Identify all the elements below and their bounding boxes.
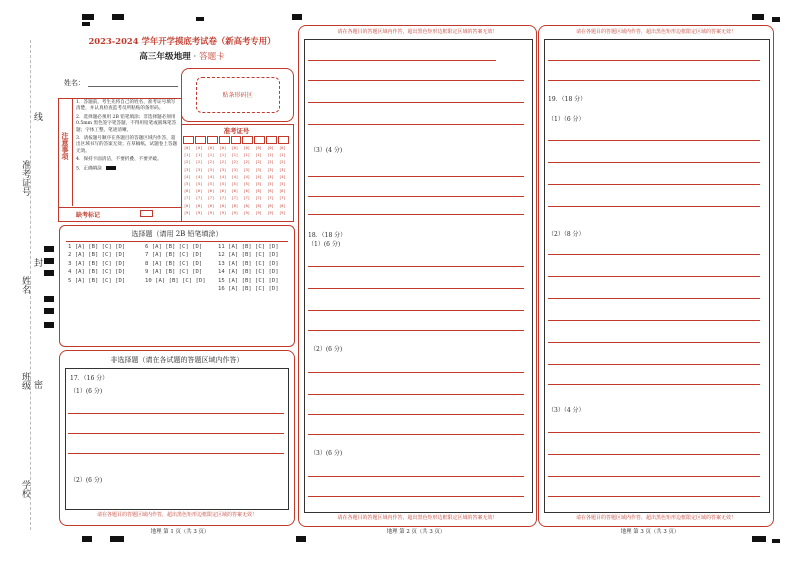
exam-id-bubble[interactable]: [0] bbox=[184, 146, 191, 150]
page-footer-1: 地理 第 1 页（共 3 页） bbox=[150, 529, 210, 535]
answer-line[interactable] bbox=[548, 184, 760, 185]
question-17-part-2: （2）(6 分) bbox=[70, 477, 103, 484]
exam-id-bubble[interactable]: [0] bbox=[267, 146, 274, 150]
mcq-row[interactable]: 15 [A] [B] [C] [D] bbox=[218, 277, 279, 284]
exam-id-bubble[interactable]: [3] bbox=[243, 167, 250, 172]
exam-id-bubble[interactable]: [6] bbox=[184, 189, 191, 194]
exam-id-bubble[interactable]: [6] bbox=[231, 189, 239, 194]
timing-mark bbox=[752, 536, 766, 542]
exam-id-bubble[interactable]: [6] bbox=[195, 189, 203, 194]
exam-id-bubble[interactable]: [7] bbox=[195, 196, 203, 201]
exam-id-bubble[interactable]: [2] bbox=[207, 160, 215, 165]
answer-line[interactable] bbox=[308, 266, 524, 267]
mcq-row[interactable]: 2 [A] [B] [C] [D] bbox=[68, 252, 126, 259]
page-footer-2: 地理 第 2 页（共 3 页） bbox=[386, 529, 446, 535]
exam-id-bubble[interactable]: [0] bbox=[219, 146, 227, 150]
question-17-part-3: （3）(4 分) bbox=[310, 147, 343, 154]
mcq-row[interactable]: 14 [A] [B] [C] [D] bbox=[218, 269, 279, 276]
exam-id-bubble[interactable]: [6] bbox=[279, 189, 286, 194]
exam-id-digit-box[interactable] bbox=[254, 136, 265, 144]
exam-id-bubble[interactable]: [9] bbox=[267, 210, 274, 215]
side-cut-line bbox=[30, 40, 31, 530]
exam-id-bubble[interactable]: [9] bbox=[255, 210, 262, 215]
question-19-part-2: （2）（8 分） bbox=[548, 231, 585, 238]
exam-id-bubble[interactable]: [7] bbox=[279, 196, 286, 201]
exam-id-bubble[interactable]: [5] bbox=[219, 182, 227, 186]
exam-id-bubble[interactable]: [4] bbox=[279, 174, 286, 179]
mcq-column-1[interactable] bbox=[68, 243, 125, 285]
exam-id-bubble[interactable]: [4] bbox=[231, 174, 239, 179]
exam-id-bubble[interactable]: [5] bbox=[231, 182, 239, 186]
absent-checkbox[interactable] bbox=[140, 210, 153, 217]
timing-mark bbox=[196, 17, 204, 21]
exam-id-bubble[interactable]: [8] bbox=[207, 203, 215, 208]
timing-mark bbox=[112, 14, 124, 20]
exam-id-bubble[interactable]: [6] bbox=[243, 189, 250, 194]
answer-line[interactable] bbox=[548, 60, 760, 61]
answer-line[interactable] bbox=[308, 124, 524, 125]
mcq-row[interactable]: 11 [A] [B] [C] [D] bbox=[218, 244, 279, 250]
warning-text: 请在各题目的答题区域内作答，超出黑色矩形边框限定区域的答案无效！ bbox=[337, 515, 498, 521]
mcq-row[interactable]: 10 [A] [B] [C] [D] bbox=[145, 277, 206, 284]
question-18-part-1: （1）(6 分) bbox=[308, 241, 341, 248]
exam-id-bubble[interactable]: [5] bbox=[279, 182, 286, 186]
side-label-seal: 封 bbox=[34, 259, 44, 269]
mcq-row[interactable]: 6 [A] [B] [C] [D] bbox=[145, 244, 203, 250]
timing-mark bbox=[44, 246, 54, 252]
exam-id-bubble[interactable]: [9] bbox=[243, 210, 250, 215]
exam-id-bubble[interactable]: [0] bbox=[243, 146, 250, 150]
answer-line[interactable] bbox=[548, 276, 760, 277]
exam-id-bubble[interactable]: [4] bbox=[255, 174, 262, 179]
exam-id-label: 准考证号 bbox=[223, 127, 250, 135]
answer-line[interactable] bbox=[308, 310, 524, 311]
answer-line[interactable] bbox=[308, 330, 524, 331]
notice-item-5 bbox=[76, 166, 178, 173]
timing-mark bbox=[772, 17, 780, 22]
exam-id-bubble[interactable]: [4] bbox=[207, 174, 215, 179]
notice-item-2: 2．选择题必须用 2B 铅笔填涂；非选择题必须用 0.5mm 黑色签字笔答题，不得用铅笔或圆珠笔答题；字体工整、笔迹清晰。 bbox=[76, 114, 177, 133]
exam-id-bubble[interactable]: [5] bbox=[267, 182, 274, 186]
question-19-part-3: （3）（4 分） bbox=[548, 407, 585, 414]
exam-id-bubble[interactable]: [0] bbox=[207, 146, 215, 150]
exam-id-bubble[interactable]: [2] bbox=[195, 160, 203, 165]
subtitle-separator: · bbox=[193, 52, 197, 62]
exam-id-digit-box[interactable] bbox=[207, 136, 218, 144]
exam-id-bubble[interactable]: [5] bbox=[243, 182, 250, 186]
answer-line[interactable] bbox=[68, 413, 284, 414]
exam-id-bubble[interactable]: [2] bbox=[219, 160, 227, 165]
side-label-exam-no: 准考证号 bbox=[20, 160, 30, 196]
mcq-title: 选择题（请用 2B 铅笔填涂） bbox=[131, 230, 223, 238]
warning-text: 请在各题目的答题区域内作答，超出黑色矩形边框限定区域的答案无效！ bbox=[337, 29, 498, 35]
answer-line[interactable] bbox=[308, 288, 524, 289]
exam-id-digit-box[interactable] bbox=[278, 136, 289, 144]
exam-id-bubble[interactable]: [9] bbox=[184, 210, 191, 215]
name-field[interactable] bbox=[88, 86, 178, 87]
side-label-secret: 密 bbox=[34, 381, 44, 391]
exam-id-bubble[interactable]: [9] bbox=[231, 210, 239, 215]
exam-id-bubble[interactable]: [7] bbox=[231, 196, 239, 201]
side-label-school: 学校 bbox=[20, 480, 30, 498]
side-label-name: 姓名 bbox=[20, 276, 30, 294]
question-19: 19．（18 分） bbox=[548, 96, 587, 103]
mcq-box bbox=[59, 225, 295, 347]
warning-text: 请在各题目的答题区域内作答，超出黑色矩形边框限定区域的答案无效！ bbox=[96, 512, 257, 518]
timing-mark bbox=[296, 536, 306, 542]
timing-mark bbox=[44, 308, 54, 314]
answer-line[interactable] bbox=[308, 102, 524, 103]
timing-mark bbox=[752, 14, 764, 20]
mcq-row[interactable]: 13 [A] [B] [C] [D] bbox=[218, 260, 279, 267]
exam-id-bubble[interactable]: [7] bbox=[255, 196, 262, 201]
answer-line[interactable] bbox=[308, 196, 524, 197]
timing-mark bbox=[82, 22, 90, 26]
answer-line[interactable] bbox=[548, 364, 760, 365]
question-18-part-2: （2）(6 分) bbox=[310, 346, 343, 353]
answer-line[interactable] bbox=[548, 206, 760, 207]
exam-id-bubble[interactable]: [5] bbox=[184, 182, 191, 186]
answer-line[interactable] bbox=[548, 320, 760, 321]
exam-id-bubble[interactable]: [7] bbox=[267, 196, 274, 201]
exam-id-bubble[interactable]: [1] bbox=[279, 153, 286, 158]
answer-line[interactable] bbox=[548, 254, 760, 255]
exam-id-bubble[interactable]: [6] bbox=[267, 189, 274, 194]
answer-line[interactable] bbox=[548, 80, 760, 81]
timing-mark bbox=[82, 14, 94, 20]
exam-id-digit-box[interactable] bbox=[242, 136, 253, 144]
exam-id-bubble[interactable]: [3] bbox=[195, 167, 203, 172]
exam-id-bubble[interactable]: [5] bbox=[195, 182, 203, 186]
exam-id-bubble[interactable]: [0] bbox=[231, 146, 239, 150]
answer-line[interactable] bbox=[308, 60, 496, 61]
mcq-row[interactable]: 9 [A] [B] [C] [D] bbox=[145, 269, 203, 276]
exam-id-digit-box[interactable] bbox=[183, 136, 194, 144]
answer-line[interactable] bbox=[548, 342, 760, 343]
exam-id-bubble[interactable]: [5] bbox=[207, 182, 215, 186]
exam-id-digit-box[interactable] bbox=[231, 136, 242, 144]
answer-line[interactable] bbox=[548, 298, 760, 299]
notice-divider bbox=[72, 98, 73, 206]
timing-mark bbox=[292, 14, 302, 20]
answer-line[interactable] bbox=[308, 476, 524, 477]
exam-id-bubble[interactable]: [3] bbox=[267, 167, 274, 172]
answer-line[interactable] bbox=[308, 214, 524, 215]
exam-id-bubble[interactable]: [3] bbox=[279, 167, 286, 172]
exam-id-bubble[interactable]: [8] bbox=[231, 203, 239, 208]
mcq-row[interactable]: 3 [A] [B] [C] [D] bbox=[68, 260, 126, 267]
answer-line[interactable] bbox=[548, 162, 760, 163]
exam-id-bubble[interactable]: [6] bbox=[255, 189, 262, 194]
timing-mark bbox=[772, 539, 780, 543]
exam-id-bubble[interactable]: [1] bbox=[243, 153, 250, 158]
exam-id-bubble[interactable]: [7] bbox=[207, 196, 215, 201]
question-17: 17．（16 分） bbox=[70, 375, 109, 382]
mcq-row[interactable]: 16 [A] [B] [C] [D] bbox=[218, 286, 279, 293]
question-19-part-1: （1）（6 分） bbox=[548, 116, 585, 123]
mcq-row[interactable]: 5 [A] [B] [C] [D] bbox=[68, 277, 126, 284]
notice-list bbox=[76, 100, 178, 173]
mcq-row[interactable]: 7 [A] [B] [C] [D] bbox=[145, 252, 203, 259]
timing-mark bbox=[110, 536, 124, 542]
exam-id-bubble[interactable]: [9] bbox=[207, 210, 215, 215]
answer-line[interactable] bbox=[308, 414, 524, 415]
exam-id-bubble[interactable]: [1] bbox=[184, 153, 191, 158]
side-label-line: 线 bbox=[34, 113, 44, 123]
mcq-row[interactable]: 4 [A] [B] [C] [D] bbox=[68, 269, 126, 276]
answer-line[interactable] bbox=[68, 433, 284, 434]
exam-id-bubble[interactable]: [8] bbox=[255, 203, 262, 208]
page-footer-3: 地理 第 3 页（共 3 页） bbox=[620, 529, 680, 535]
timing-mark bbox=[44, 296, 54, 302]
notice-item-1: 1．答题前，考生先将自己的姓名、准考证号填写清楚，并认真检查监考员所粘贴的条形码。 bbox=[76, 100, 176, 112]
answer-line[interactable] bbox=[308, 434, 524, 435]
answer-line[interactable] bbox=[68, 453, 284, 454]
answer-line[interactable] bbox=[548, 496, 760, 497]
exam-id-bubble[interactable]: [2] bbox=[267, 160, 274, 165]
timing-mark bbox=[44, 258, 54, 264]
warning-text: 请在各题目的答题区域内作答，超出黑色矩形边框限定区域的答案无效！ bbox=[575, 29, 736, 35]
exam-id-grid[interactable] bbox=[183, 136, 290, 218]
exam-id-bubble[interactable]: [0] bbox=[279, 146, 286, 150]
subtitle-card: 答题卡 bbox=[198, 52, 225, 62]
mcq-column-2[interactable] bbox=[145, 243, 206, 285]
exam-id-bubble[interactable]: [3] bbox=[255, 167, 262, 172]
notice-label: 注意事项 bbox=[61, 132, 70, 160]
mcq-row[interactable]: 1 [A] [B] [C] [D] bbox=[68, 244, 126, 250]
notice-item-5-text: 5．正确填涂 bbox=[76, 166, 102, 172]
exam-id-bubble[interactable]: [7] bbox=[219, 196, 227, 201]
notice-item-3: 3．请按题号顺序在各题目的答题区域内作答，超出区域书写的答案无效；在草稿纸、试题卷上答题无效。 bbox=[76, 136, 178, 154]
answer-line[interactable] bbox=[548, 140, 760, 141]
exam-id-bubble[interactable]: [2] bbox=[243, 160, 250, 165]
subtitle-main: 高三年级地理 bbox=[139, 52, 191, 62]
timing-mark bbox=[44, 322, 54, 328]
exam-id-bubble[interactable]: [8] bbox=[267, 203, 274, 208]
mcq-row[interactable]: 12 [A] [B] [C] [D] bbox=[218, 252, 279, 259]
answer-line[interactable] bbox=[308, 394, 524, 395]
page-title: 2023-2024 学年开学摸底考试卷（新高考专用） bbox=[88, 36, 276, 46]
exam-id-digit-box[interactable] bbox=[195, 136, 206, 144]
exam-id-bubble[interactable]: [1] bbox=[231, 153, 239, 158]
exam-id-bubble[interactable]: [6] bbox=[219, 189, 227, 194]
answer-line[interactable] bbox=[308, 496, 524, 497]
exam-id-bubble[interactable]: [8] bbox=[184, 203, 191, 208]
exam-id-bubble[interactable]: [2] bbox=[184, 160, 191, 165]
exam-id-bubble[interactable]: [3] bbox=[184, 167, 191, 172]
exam-id-bubble[interactable]: [4] bbox=[195, 174, 203, 179]
timing-mark bbox=[44, 270, 54, 276]
exam-id-bubble[interactable]: [3] bbox=[207, 167, 215, 172]
exam-id-bubble[interactable]: [4] bbox=[267, 174, 274, 179]
absent-label: 缺考标记 bbox=[76, 212, 101, 219]
exam-id-bubble[interactable]: [1] bbox=[219, 153, 227, 158]
nonmcq-title: 非选择题（请在各试题的答题区域内作答） bbox=[110, 356, 244, 364]
answer-line[interactable] bbox=[308, 176, 524, 177]
exam-id-bubble[interactable]: [3] bbox=[231, 167, 239, 172]
exam-id-bubble[interactable]: [6] bbox=[207, 189, 215, 194]
exam-id-bubble[interactable]: [2] bbox=[231, 160, 239, 165]
side-label-class: 班级 bbox=[20, 372, 30, 390]
warning-text: 请在各题目的答题区域内作答，超出黑色矩形边框限定区域的答案无效！ bbox=[575, 515, 736, 521]
barcode-label: 贴条形码区 bbox=[222, 92, 253, 99]
page-2-inner bbox=[304, 39, 533, 513]
exam-id-bubble[interactable]: [4] bbox=[243, 174, 250, 179]
mcq-title-rule bbox=[66, 241, 288, 242]
exam-id-bubble[interactable]: [7] bbox=[243, 196, 250, 201]
exam-id-bubble[interactable]: [2] bbox=[255, 160, 262, 165]
exam-id-digit-box[interactable] bbox=[219, 136, 230, 144]
exam-id-bubble[interactable]: [1] bbox=[267, 153, 274, 158]
answer-line[interactable] bbox=[548, 476, 760, 477]
exam-id-bubble[interactable]: [9] bbox=[279, 210, 286, 215]
mcq-row[interactable]: 8 [A] [B] [C] [D] bbox=[145, 260, 203, 267]
question-18-part-3: （3）(6 分) bbox=[310, 450, 343, 457]
exam-id-bubble[interactable]: [7] bbox=[184, 196, 191, 201]
answer-line[interactable] bbox=[548, 454, 760, 455]
exam-id-bubble[interactable]: [5] bbox=[255, 182, 262, 186]
exam-id-bubble[interactable]: [1] bbox=[255, 153, 262, 158]
question-18: 18．（18 分） bbox=[308, 232, 347, 239]
exam-id-bubble[interactable]: [8] bbox=[219, 203, 227, 208]
exam-id-bubble[interactable]: [1] bbox=[195, 153, 203, 158]
mcq-column-3[interactable] bbox=[218, 243, 279, 293]
exam-id-bubble[interactable]: [8] bbox=[243, 203, 250, 208]
answer-line[interactable] bbox=[308, 372, 524, 373]
page-subtitle bbox=[72, 50, 292, 62]
question-17-part-1: （1）(6 分) bbox=[70, 388, 103, 395]
answer-line[interactable] bbox=[308, 80, 524, 81]
exam-id-bubble[interactable]: [0] bbox=[195, 146, 203, 150]
exam-id-bubble[interactable]: [8] bbox=[279, 203, 286, 208]
notice-item-4: 4．保持卡面清洁，不要折叠、不要弄破。 bbox=[76, 157, 162, 163]
exam-id-bubble[interactable]: [0] bbox=[255, 146, 262, 150]
timing-mark bbox=[82, 536, 92, 542]
exam-id-bubble[interactable]: [4] bbox=[219, 174, 227, 179]
filled-example-icon bbox=[106, 166, 116, 170]
answer-line[interactable] bbox=[548, 384, 760, 385]
nonmcq-outer bbox=[59, 350, 295, 526]
exam-id-bubble[interactable]: [4] bbox=[184, 174, 191, 179]
exam-id-bubble[interactable]: [9] bbox=[219, 210, 227, 215]
exam-id-digit-box[interactable] bbox=[266, 136, 277, 144]
answer-line[interactable] bbox=[548, 432, 760, 433]
barcode-box bbox=[181, 68, 294, 122]
name-label: 姓名： bbox=[64, 79, 85, 87]
exam-id-bubble[interactable]: [2] bbox=[279, 160, 286, 165]
exam-id-bubble[interactable]: [9] bbox=[195, 210, 203, 215]
exam-id-bubble[interactable]: [8] bbox=[195, 203, 203, 208]
exam-id-bubble[interactable]: [1] bbox=[207, 153, 215, 158]
exam-id-bubble[interactable]: [3] bbox=[219, 167, 227, 172]
